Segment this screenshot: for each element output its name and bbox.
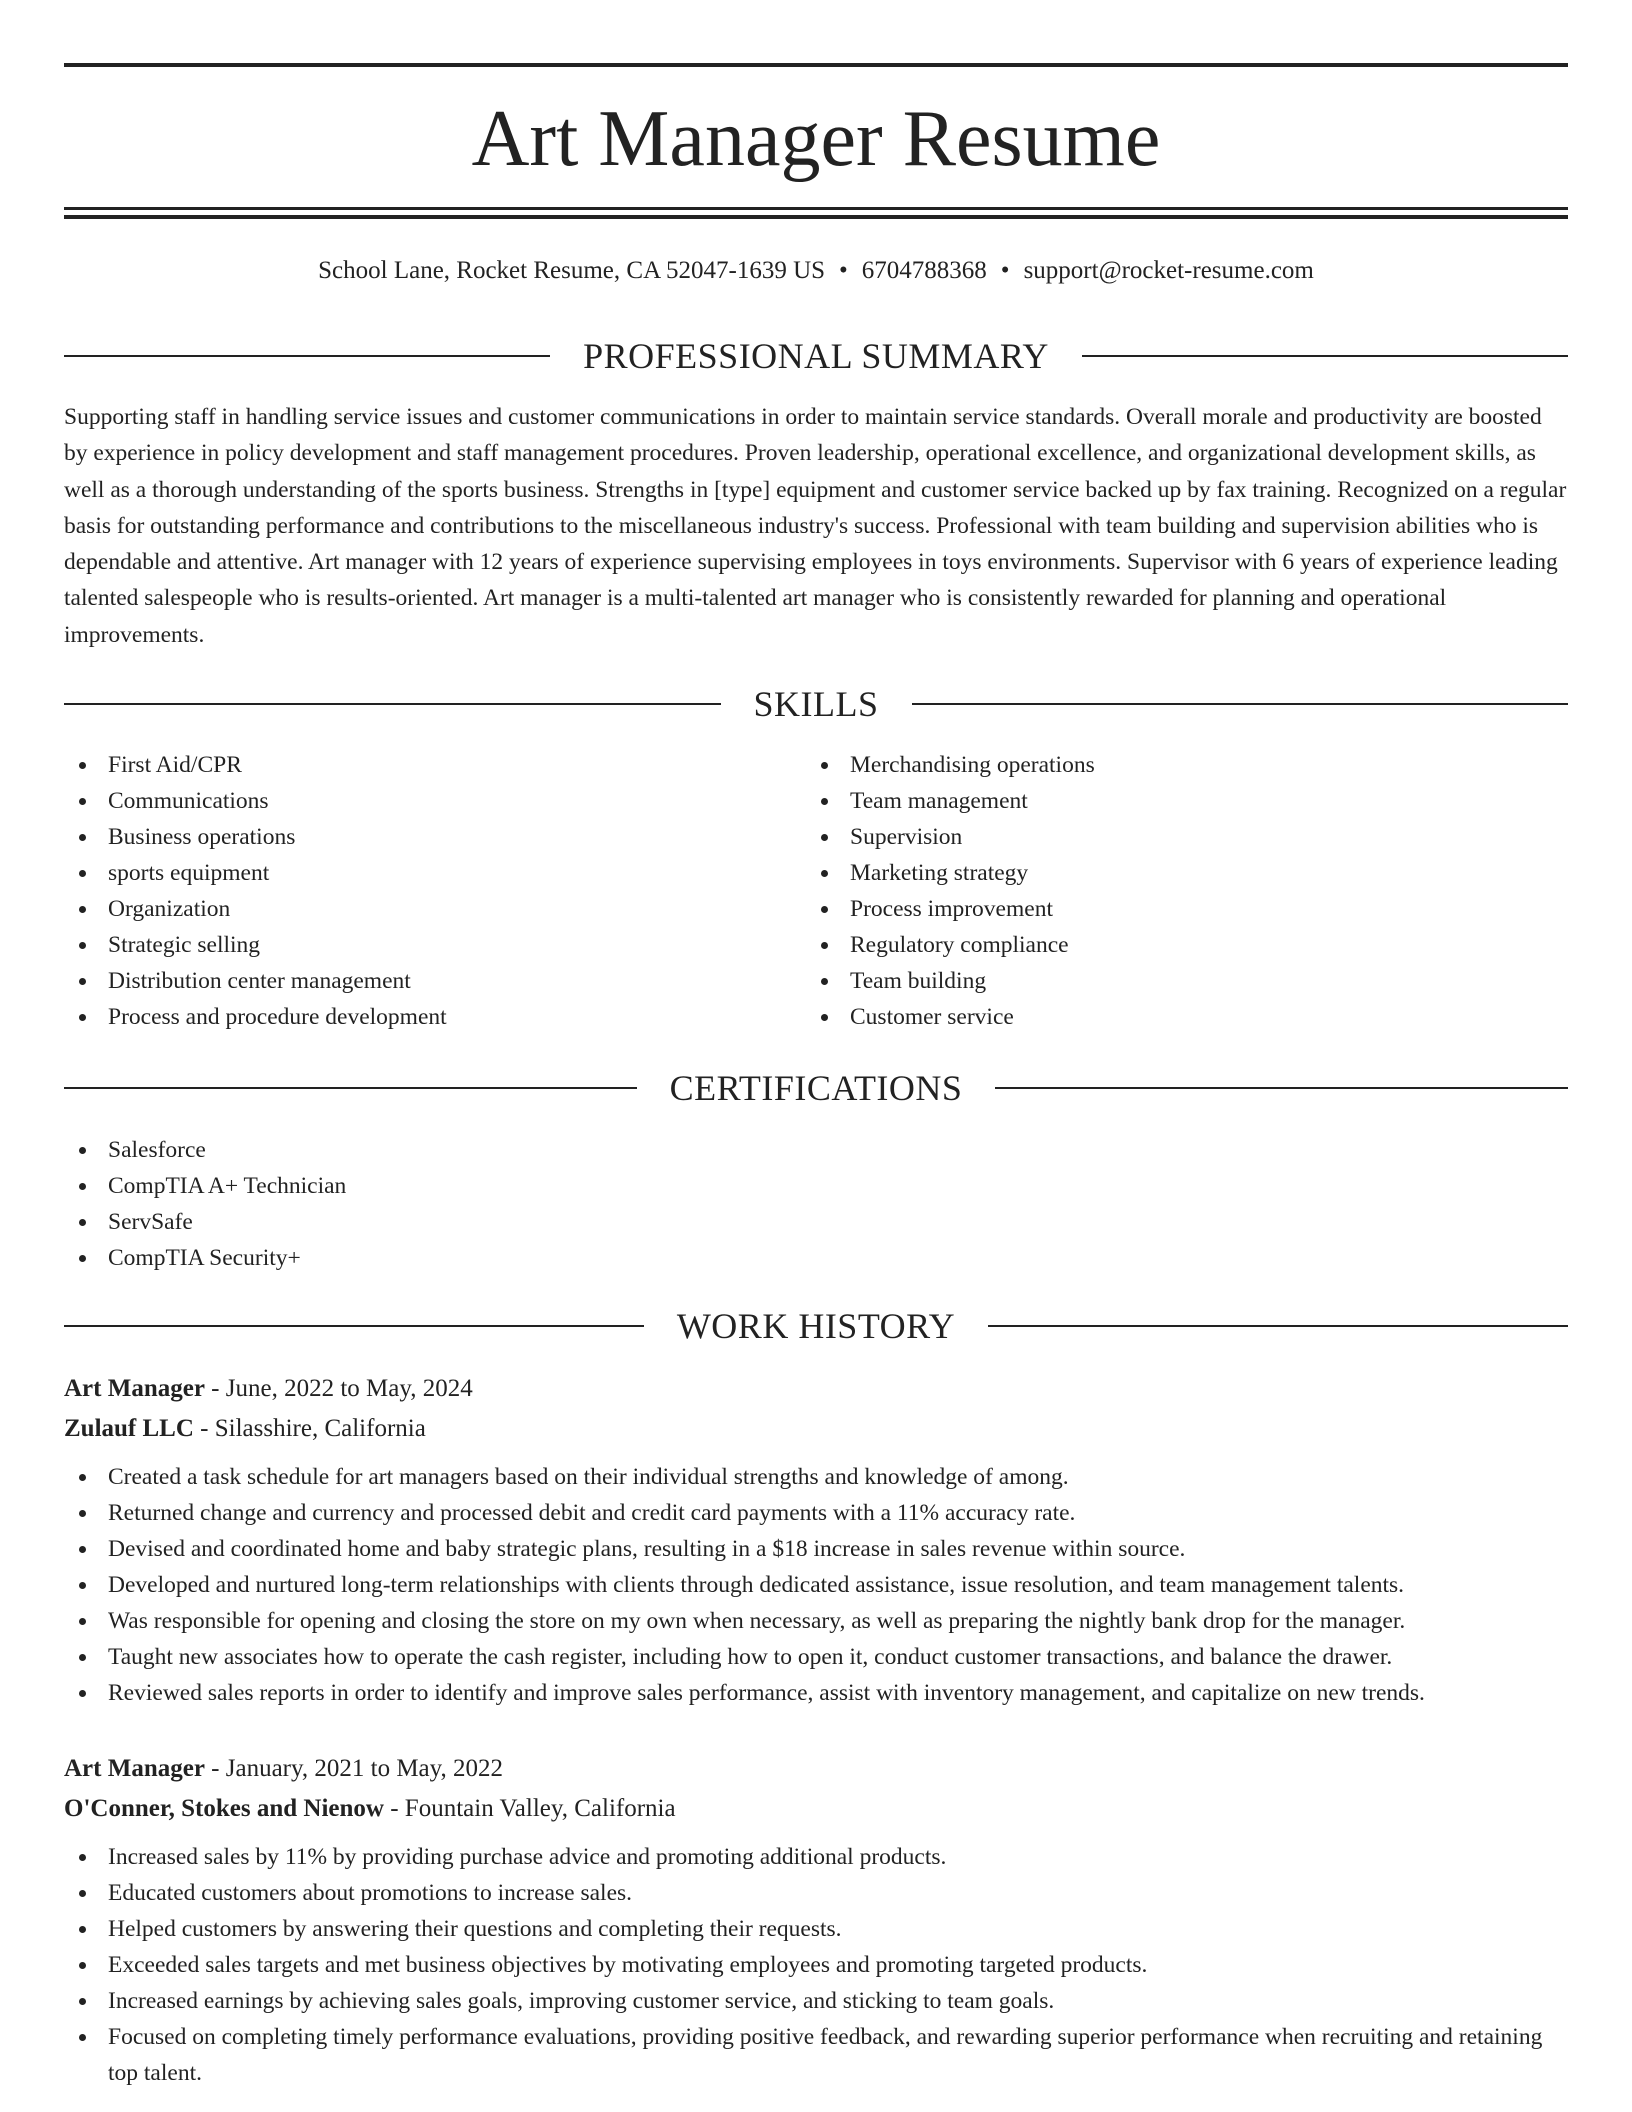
job-bullet: Focused on completing timely performance evaluations, providing positive feedback, and rewarding superior performance when recruiting and retaining top talent.	[64, 2019, 1568, 2091]
job-title-line	[64, 1369, 1568, 1409]
skill-item: Customer service	[806, 999, 1546, 1035]
certification-item: CompTIA Security+	[64, 1240, 1568, 1276]
skill-item: Team building	[806, 963, 1546, 999]
job-bullet: Devised and coordinated home and baby strategic plans, resulting in a $18 increase in sales revenue within source.	[64, 1531, 1568, 1567]
job-bullet: Taught new associates how to operate the cash register, including how to open it, conduct customer transactions, and balance the drawer.	[64, 1639, 1568, 1675]
job-bullets	[64, 1459, 1568, 1711]
job-title: Art Manager	[64, 1375, 205, 1402]
section-rule-left	[64, 1325, 644, 1327]
section-title-summary: PROFESSIONAL SUMMARY	[583, 336, 1049, 376]
job-company-line	[64, 1789, 1568, 1829]
skill-item: Regulatory compliance	[806, 927, 1546, 963]
section-header-summary	[64, 334, 1568, 378]
job-entry	[64, 1749, 1568, 2091]
job-bullet: Increased sales by 11% by providing purchase advice and promoting additional products.	[64, 1839, 1568, 1875]
job-location: - Silasshire, California	[193, 1415, 426, 1442]
certification-item: Salesforce	[64, 1132, 1568, 1168]
title-rule-lower	[64, 215, 1568, 219]
skill-item: Business operations	[64, 819, 764, 855]
title-rule-upper	[64, 207, 1568, 210]
certification-item: ServSafe	[64, 1204, 1568, 1240]
skill-item: Organization	[64, 891, 764, 927]
summary-paragraph: Supporting staff in handling service issues and customer communications in order to maintain service standards. Overall morale and productivity are boosted by experience in policy development and staff management procedures. Proven leadership, operational excellence, and organizational development skills, as well as a thorough understanding of the sports business. Strengths in [type] equipment and customer service backed up by fax training. Recognized on a regular basis for outstanding performance and contributions to the miscellaneous industry's success. Professional with team building and supervision abilities who is dependable and attentive. Art manager with 12 years of experience supervising employees in toys environments. Supervisor with 6 years of experience leading talented salespeople who is results-oriented. Art manager is a multi-talented art manager who is consistently rewarded for planning and operational improvements.	[64, 404, 1567, 648]
section-rule-right	[995, 1087, 1568, 1089]
section-header-work-history	[64, 1304, 1568, 1348]
section-rule-left	[64, 355, 550, 357]
job-company: O'Conner, Stokes and Nienow	[64, 1795, 384, 1822]
job-title-line	[64, 1749, 1568, 1789]
section-title-certifications: CERTIFICATIONS	[669, 1068, 963, 1108]
job-bullet: Exceeded sales targets and met business objectives by motivating employees and promoting targeted products.	[64, 1947, 1568, 1983]
certification-item: CompTIA A+ Technician	[64, 1168, 1568, 1204]
skill-item: Strategic selling	[64, 927, 764, 963]
skills-list-left	[64, 747, 764, 1035]
section-rule-left	[64, 1087, 637, 1089]
skill-item: Team management	[806, 783, 1546, 819]
job-bullet: Helped customers by answering their questions and completing their requests.	[64, 1911, 1568, 1947]
job-bullet: Created a task schedule for art managers based on their individual strengths and knowledge of among.	[64, 1459, 1568, 1495]
section-title-work-history: WORK HISTORY	[676, 1306, 956, 1346]
top-rule	[64, 63, 1568, 67]
certifications-list	[64, 1132, 1568, 1276]
job-bullet: Reviewed sales reports in order to identify and improve sales performance, assist with inventory management, and capitalize on new trends.	[64, 1675, 1568, 1711]
job-bullet: Returned change and currency and processed debit and credit card payments with a 11% accuracy rate.	[64, 1495, 1568, 1531]
section-rule-right	[912, 703, 1569, 705]
skill-item: Merchandising operations	[806, 747, 1546, 783]
job-bullet: Educated customers about promotions to increase sales.	[64, 1875, 1568, 1911]
contact-address: School Lane, Rocket Resume, CA 52047-1639 US	[318, 257, 826, 284]
section-rule-right	[988, 1325, 1568, 1327]
skill-item: First Aid/CPR	[64, 747, 764, 783]
job-title: Art Manager	[64, 1755, 205, 1782]
skill-item: Supervision	[806, 819, 1546, 855]
skill-item: Distribution center management	[64, 963, 764, 999]
job-dates: - June, 2022 to May, 2024	[204, 1375, 473, 1402]
page-title: Art Manager Resume	[471, 95, 1161, 183]
skill-item: sports equipment	[64, 855, 764, 891]
section-header-skills	[64, 682, 1568, 726]
section-rule-left	[64, 703, 721, 705]
section-title-skills: SKILLS	[753, 684, 879, 724]
job-company-line	[64, 1409, 1568, 1449]
job-bullet: Developed and nurtured long-term relationships with clients through dedicated assistance, issue resolution, and team management talents.	[64, 1567, 1568, 1603]
job-location: - Fountain Valley, California	[383, 1795, 676, 1822]
job-entry	[64, 1369, 1568, 1711]
job-dates: - January, 2021 to May, 2022	[204, 1755, 504, 1782]
contact-separator: •	[839, 257, 848, 284]
section-rule-right	[1082, 355, 1568, 357]
contact-line	[64, 254, 1568, 288]
skill-item: Process improvement	[806, 891, 1546, 927]
job-company: Zulauf LLC	[64, 1415, 194, 1442]
job-bullets	[64, 1839, 1568, 2091]
contact-separator: •	[1000, 257, 1010, 284]
job-bullet: Increased earnings by achieving sales goals, improving customer service, and sticking to team goals.	[64, 1983, 1568, 2019]
contact-phone: 6704788368	[861, 257, 987, 284]
skill-item: Marketing strategy	[806, 855, 1546, 891]
section-header-certifications	[64, 1066, 1568, 1110]
skill-item: Communications	[64, 783, 764, 819]
skill-item: Process and procedure development	[64, 999, 764, 1035]
contact-email: support@rocket-resume.com	[1023, 257, 1314, 284]
skills-list-right	[806, 747, 1546, 1035]
job-bullet: Was responsible for opening and closing the store on my own when necessary, as well as preparing the nightly bank drop for the manager.	[64, 1603, 1568, 1639]
